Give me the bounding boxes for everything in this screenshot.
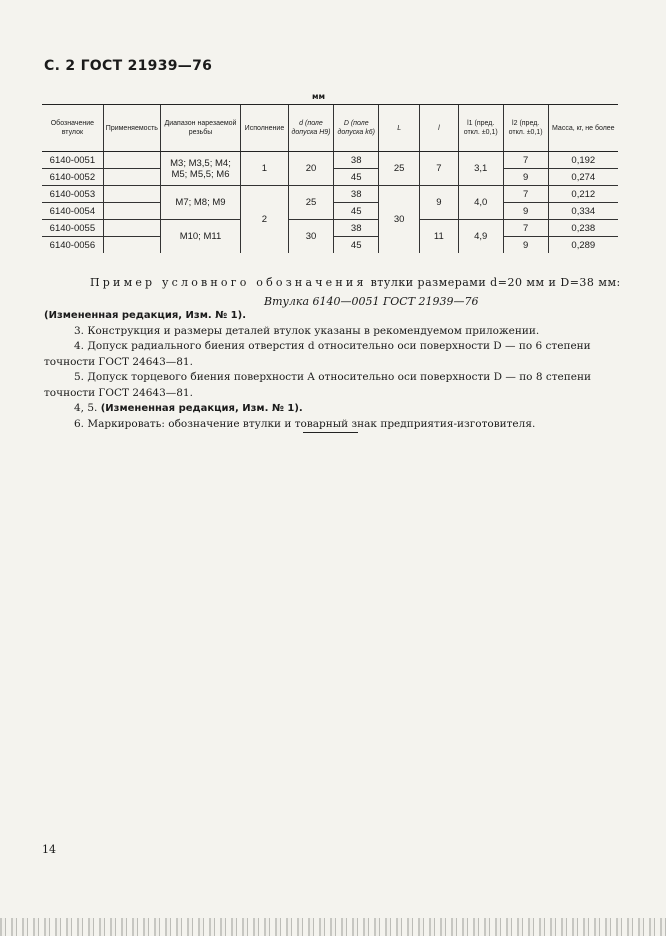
D-cell: 45 (334, 203, 379, 220)
item-4-5-prefix: 4, 5. (74, 402, 98, 414)
l1-cell: 4,9 (458, 220, 503, 254)
thread-range-cell: М7; М8; М9 (160, 186, 240, 220)
l2-cell: 9 (503, 203, 548, 220)
item-4: 4. Допуск радиального биения отверстия d относительно оси поверхности D — по 6 степени точности ГОСТ 24643—81. (44, 340, 591, 368)
mass-cell: 0,192 (548, 152, 618, 169)
d-cell: 30 (288, 220, 333, 254)
designation-cell: 6140-0051 (42, 152, 103, 169)
thread-range-cell: М10; М11 (160, 220, 240, 254)
col-l2: l2 (пред. откл. ±0,1) (503, 105, 548, 152)
designation-cell: 6140-0054 (42, 203, 103, 220)
col-applicability: Применяемость (103, 105, 160, 152)
col-version: Исполнение (241, 105, 289, 152)
l2-cell: 7 (503, 220, 548, 237)
mass-cell: 0,238 (548, 220, 618, 237)
l1-cell: 3,1 (458, 152, 503, 186)
D-cell: 38 (334, 186, 379, 203)
mass-cell: 0,289 (548, 237, 618, 254)
applicability-cell (103, 203, 160, 220)
thread-range-cell: М3; М3,5; М4; М5; М5,5; М6 (160, 152, 240, 186)
applicability-cell (103, 220, 160, 237)
mass-cell: 0,274 (548, 169, 618, 186)
designation-cell: 6140-0056 (49, 239, 96, 251)
l2-cell: 7 (503, 186, 548, 203)
l-cell: 11 (420, 220, 459, 254)
l2-cell: 9 (503, 237, 548, 254)
table-header-row (42, 105, 618, 152)
version-cell: 2 (241, 186, 289, 254)
table-row (42, 152, 618, 169)
applicability-cell (103, 169, 160, 186)
item-5: 5. Допуск торцевого биения поверхности A относительно оси поверхности D — по 8 степени точности ГОСТ 24643—81. (44, 371, 591, 399)
designation-cell: 6140-0052 (42, 169, 103, 186)
example-designation: Втулка 6140—0051 ГОСТ 21939—76 (264, 295, 479, 308)
l2-cell: 9 (503, 169, 548, 186)
D-cell: 38 (334, 220, 379, 237)
col-D: D (поле допуска k6) (334, 105, 379, 152)
scan-edge-artifact (0, 918, 666, 936)
example-line (90, 276, 621, 289)
l-cell: 7 (420, 152, 459, 186)
item-4-5-note (44, 401, 620, 417)
d-cell: 20 (288, 152, 333, 186)
col-thread-range: Диапазон нарезаемой резьбы (160, 105, 240, 152)
col-designation: Обозначение втулок (42, 105, 103, 152)
D-cell: 38 (334, 152, 379, 169)
col-l1: l1 (пред. откл. ±0,1) (458, 105, 503, 152)
applicability-cell (103, 237, 160, 254)
L-cell: 25 (379, 152, 420, 186)
example-rest-text: втулки размерами d=20 мм и D=38 мм: (370, 276, 621, 289)
edition-note-1: (Измененная редакция, Изм. № 1). (44, 310, 247, 321)
L-cell: 30 (379, 186, 420, 254)
item-3: 3. Конструкция и размеры деталей втулок указаны в рекомендуемом приложении. (74, 324, 540, 337)
edition-note-2: (Измененная редакция, Изм. № 1). (100, 403, 303, 414)
mass-cell: 0,334 (548, 203, 618, 220)
table-row (42, 220, 618, 237)
mass-cell: 0,212 (548, 186, 618, 203)
l2-cell: 7 (503, 152, 548, 169)
col-mass: Масса, кг, не более (548, 105, 618, 152)
applicability-cell (103, 152, 160, 169)
designation-cell: 6140-0055 (42, 220, 103, 237)
col-d: d (поле допуска H9) (288, 105, 333, 152)
D-cell: 45 (334, 237, 379, 254)
d-cell: 25 (288, 186, 333, 220)
applicability-cell (103, 186, 160, 203)
designation-cell: 6140-0053 (42, 186, 103, 203)
table-row (42, 186, 618, 203)
example-spaced-text: Пример условного обозначения (90, 276, 367, 289)
l1-cell: 4,0 (458, 186, 503, 220)
body-text (44, 308, 620, 432)
col-l: l (420, 105, 459, 152)
version-cell: 1 (241, 152, 289, 186)
section-divider (303, 432, 358, 433)
page-number: 14 (42, 843, 56, 856)
D-cell: 45 (334, 169, 379, 186)
bushing-dimensions-table (42, 104, 618, 253)
l-cell: 9 (420, 186, 459, 220)
units-label: мм (312, 92, 326, 101)
page-header: С. 2 ГОСТ 21939—76 (44, 58, 213, 74)
item-6: 6. Маркировать: обозначение втулки и товарный знак предприятия-изготовителя. (74, 417, 536, 430)
col-L: L (379, 105, 420, 152)
